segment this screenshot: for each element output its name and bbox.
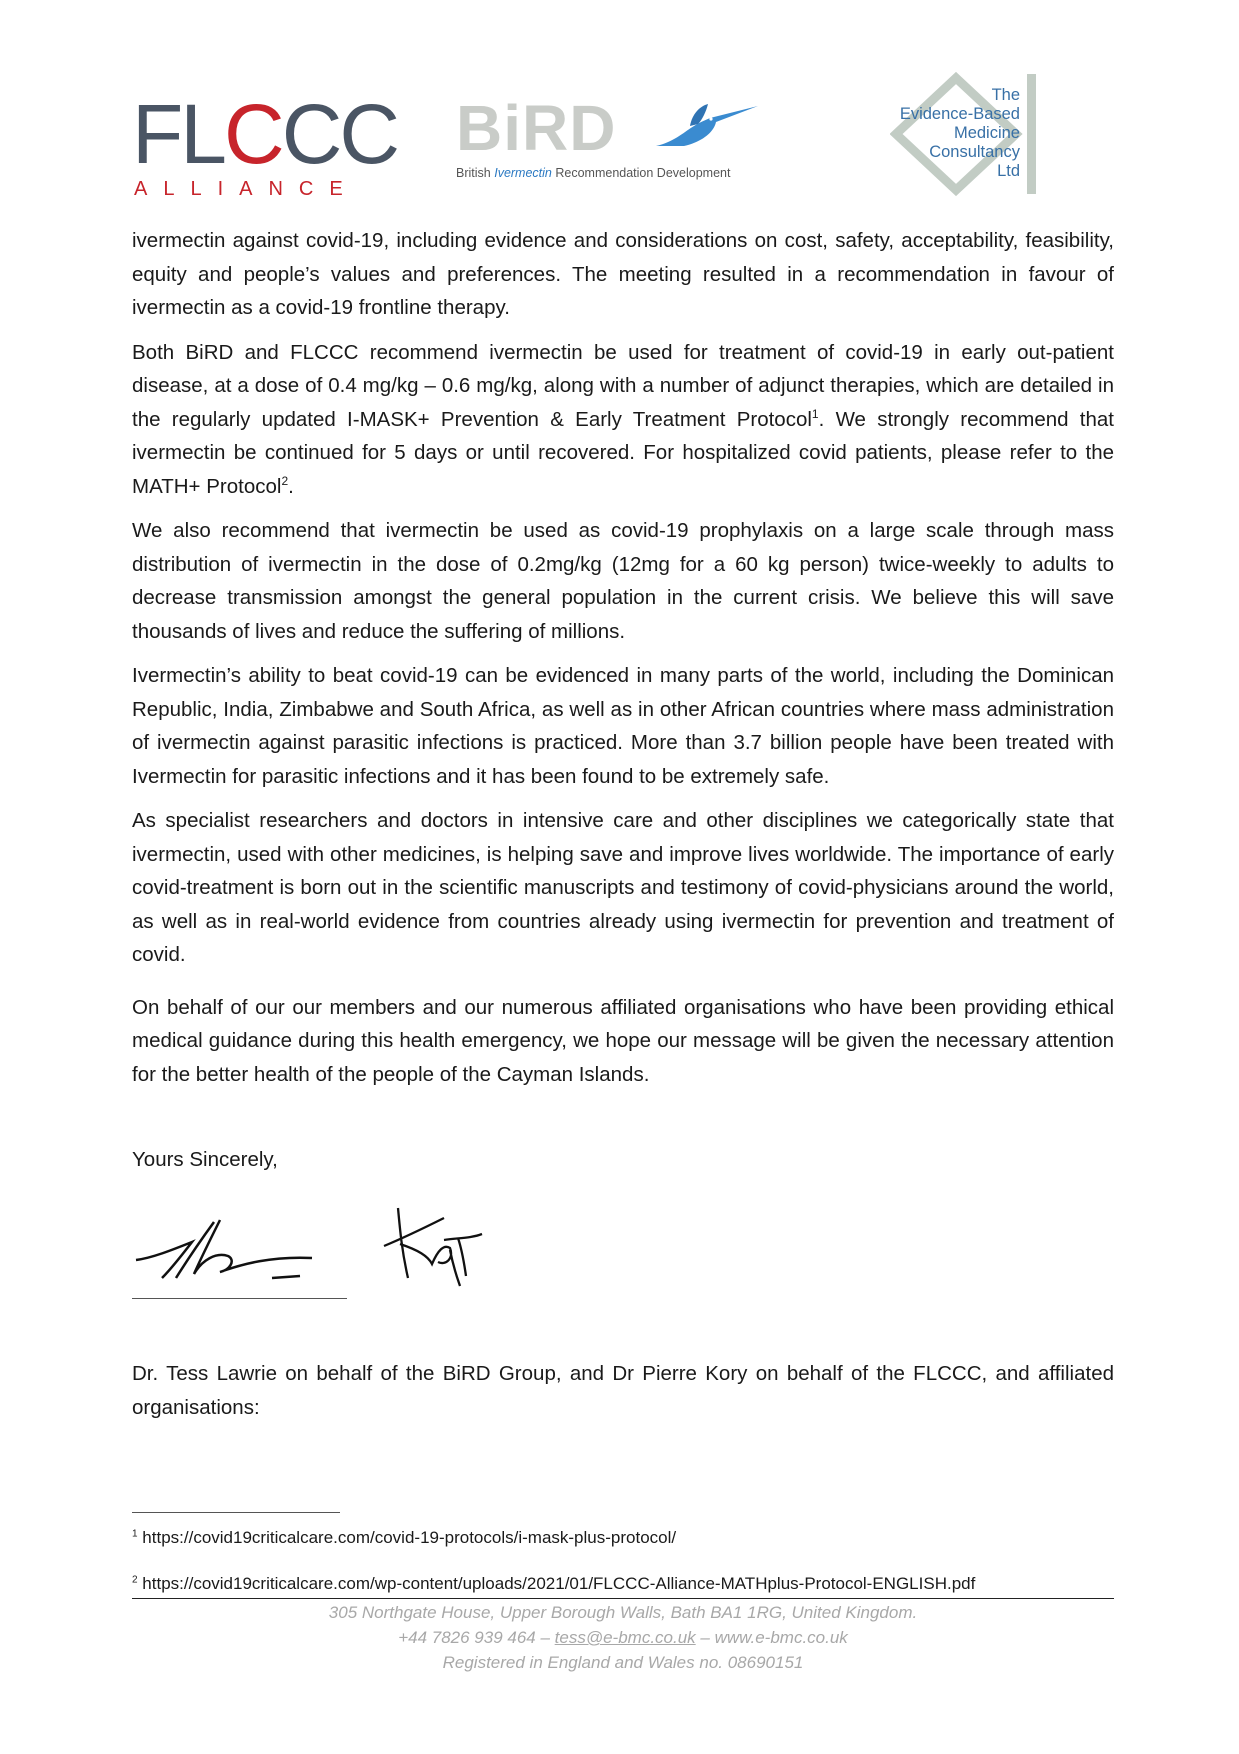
flccc-logo-wordmark [132, 87, 398, 181]
signature-area [132, 1200, 512, 1310]
paragraph-3: We also recommend that ivermectin be used as covid-19 prophylaxis on a large scale through mass distribution of ivermectin in the dose of 0.2mg/kg (12mg for a 60 kg person) twice-weekly to adults to decrease transmission amongst the general population in the current crisis. We believe this will save thousands of lives and reduce the suffering of millions. [132, 519, 1114, 643]
footnote-1-link[interactable]: https://covid19criticalcare.com/covid-19-protocols/i-mask-plus-protocol/ [142, 1528, 677, 1547]
ebm-line-1: The [991, 86, 1020, 104]
ebm-line-4: Consultancy [929, 143, 1020, 161]
closing-salutation: Yours Sincerely, [132, 1148, 278, 1171]
paragraph-6: On behalf of our our members and our numerous affiliated organisations who have been providing ethical medical guidance during this health emergency, we hope our message will be given the necessary attention for the better health of the people of the Cayman Islands. [132, 995, 1114, 1086]
footnote-separator [132, 1512, 340, 1513]
footnote-2-number: 2 [132, 1574, 138, 1586]
bird-subtitle-italic: Ivermectin [494, 166, 552, 180]
footer-address: 305 Northgate House, Upper Borough Walls, Bath BA1 1RG, United Kingdom. [328, 1603, 918, 1622]
signers-statement: Dr. Tess Lawrie on behalf of the BiRD Group, and Dr Pierre Kory on behalf of the FLCCC, and affiliated organisations: [132, 1362, 1114, 1419]
footnote-1-number: 1 [132, 1528, 138, 1540]
footnote-ref-2: 2 [281, 473, 289, 488]
ebm-line-2: Evidence-Based [899, 105, 1020, 123]
paragraph-4: Ivermectin’s ability to beat covid-19 can be evidenced in many parts of the world, including the Dominican Republic, India, Zimbabwe and South Africa, as well as in other African countries where mass administration of ivermectin against parasitic infections is practiced. More than 3.7 billion people have been treated with Ivermectin for parasitic infections and it has been found to be extremely safe. [132, 664, 1114, 788]
paragraph-1: ivermectin against covid-19, including evidence and considerations on cost, safety, acceptability, feasibility, equity and people’s values and preferences. The meeting resulted in a recommendation in favour of ivermectin as a covid-19 frontline therapy. [132, 229, 1114, 319]
flccc-logo-red-c: C [224, 87, 282, 181]
footnote-2-link[interactable]: https://covid19criticalcare.com/wp-content/uploads/2021/01/FLCCC-Alliance-MATHplus-Protocol-ENGLISH.pdf [142, 1574, 976, 1593]
footer-phone: +44 7826 939 464 – [398, 1628, 550, 1647]
page-footer [132, 1600, 1114, 1675]
paragraph-2-part-a: Both BiRD and FLCCC recommend ivermectin be used for treatment of covid-19 in early out-patient disease, at a dose of 0.4 mg/kg – 0.6 mg/kg, along with a number of adjunct therapies, which are detailed in the regularly updated I-MASK+ Prevention & Early Treatment Protocol [132, 340, 1114, 431]
footer-website: – www.e-bmc.co.uk [700, 1628, 848, 1647]
footer-contact [132, 1625, 1114, 1650]
signature-line [132, 1298, 347, 1299]
flccc-logo-cc: CC [281, 87, 398, 181]
footnote-2 [132, 1574, 975, 1594]
signature-kory [378, 1200, 488, 1290]
ebm-logo-bar [1027, 74, 1036, 194]
flccc-logo-fl: FL [132, 87, 225, 181]
paragraph-2-part-c: . [288, 474, 294, 498]
footer-email-link[interactable]: tess@e-bmc.co.uk [554, 1628, 696, 1647]
paragraph-2-part-b: . We strongly recommend that ivermectin be continued for 5 days or until recovered. For hospitalized covid patients, please refer to the MATH+ Protocol [132, 407, 1114, 498]
bird-subtitle-start: British [456, 166, 491, 180]
hummingbird-icon [654, 102, 764, 152]
footnote-ref-1: 1 [811, 406, 819, 421]
flccc-logo-subtitle: ALLIANCE [134, 178, 359, 200]
paragraph-2 [132, 336, 1114, 504]
footer-registration: Registered in England and Wales no. 08690151 [442, 1653, 804, 1672]
ebm-consultancy-logo [890, 72, 1050, 197]
bird-logo [456, 92, 776, 180]
footer-rule [132, 1598, 1114, 1599]
signature-lawrie [132, 1200, 352, 1300]
letter-body [132, 224, 1114, 1102]
ebm-line-3: Medicine [953, 124, 1020, 142]
ebm-logo-text [900, 86, 1020, 181]
bird-subtitle-end: Recommendation Development [555, 166, 731, 180]
paragraph-5: As specialist researchers and doctors in intensive care and other disciplines we categorically state that ivermectin, used with other medicines, is helping save and improve lives worldwide. The importance of early covid-treatment is born out in the scientific manuscripts and testimony of covid-physicians around the world, as well as in real-world evidence from countries already using ivermectin for prevention and treatment of covid. [132, 809, 1114, 966]
ebm-line-5: Ltd [997, 162, 1020, 180]
bird-logo-subtitle [456, 166, 776, 180]
bird-logo-wordmark: BiRD [456, 92, 617, 164]
footnote-1 [132, 1528, 676, 1548]
flccc-alliance-logo [132, 87, 398, 200]
